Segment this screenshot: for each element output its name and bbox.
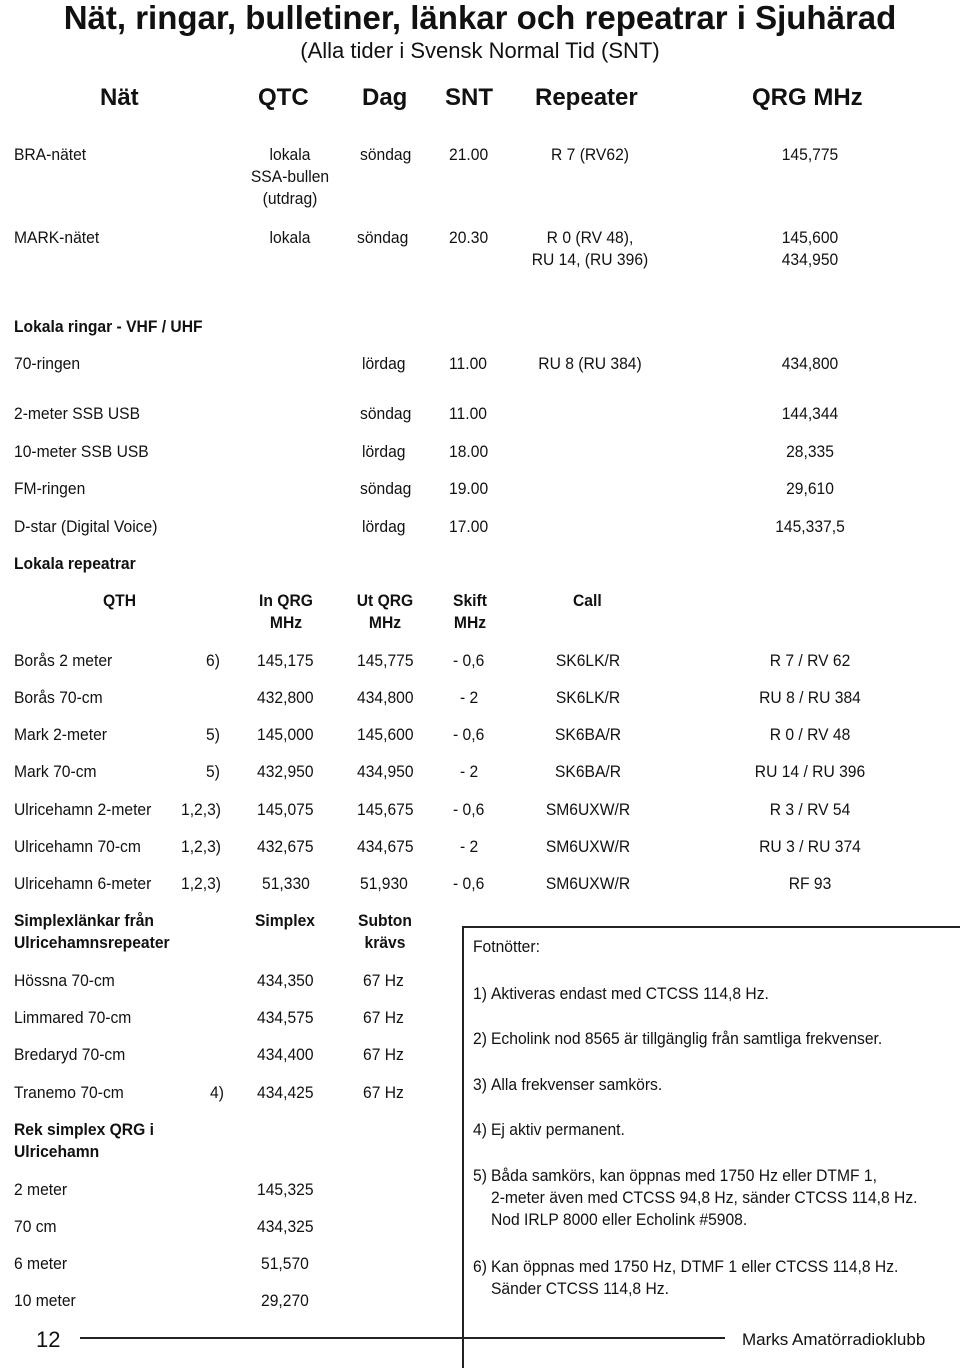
rek-qrg: 434,325: [257, 1217, 314, 1236]
repeater-shift: - 2: [460, 688, 479, 707]
header-qrg: QRG MHz: [752, 84, 863, 111]
ring-day: söndag: [360, 479, 412, 498]
simplex-header-qrg: Simplex: [255, 911, 315, 930]
net-time: 21.00: [449, 145, 489, 164]
ring-time: 11.00: [449, 404, 487, 423]
simplex-subton: 67 Hz: [363, 1083, 404, 1102]
repeater-call: SK6BA/R: [554, 762, 622, 781]
repeater-call: SK6BA/R: [554, 725, 622, 744]
rek-qrg: 51,570: [261, 1254, 309, 1273]
simplex-name: Bredaryd 70-cm: [14, 1045, 126, 1064]
ring-qrg: 144,344: [781, 404, 839, 423]
footnote-text: Alla frekvenser samkörs.: [491, 1075, 663, 1094]
ring-name: D-star (Digital Voice): [14, 517, 158, 536]
net-qrg: 145,600 434,950: [781, 228, 839, 269]
page-number: 12: [36, 1327, 61, 1352]
ring-name: 70-ringen: [14, 354, 81, 373]
repeater-in: 145,075: [257, 800, 314, 819]
repeater-shift: - 0,6: [453, 725, 485, 744]
net-name: BRA-nätet: [14, 145, 87, 164]
repeater-shift: - 0,6: [453, 651, 485, 670]
repeater-note: 5): [206, 762, 220, 781]
simplex-subton: 67 Hz: [363, 971, 404, 990]
simplex-name: Hössna 70-cm: [14, 971, 115, 990]
repeater-qth: Ulricehamn 70-cm: [14, 837, 141, 856]
ring-name: 10-meter SSB USB: [14, 442, 149, 461]
repeater-channel: RU 8 / RU 384: [759, 688, 861, 707]
simplex-qrg: 434,350: [257, 971, 314, 990]
rings-heading: Lokala ringar - VHF / UHF: [14, 317, 203, 336]
repeater-out: 51,930: [360, 874, 408, 893]
rep-header-shift: Skift MHz: [453, 591, 487, 632]
header-repeater: Repeater: [535, 84, 638, 111]
ring-qrg: 29,610: [786, 479, 834, 498]
ring-qrg: 145,337,5: [775, 517, 845, 536]
rek-qrg: 29,270: [261, 1291, 309, 1310]
footnote-mark: 3): [473, 1075, 487, 1094]
footer-rule: [80, 1337, 725, 1339]
repeater-shift: - 2: [460, 762, 479, 781]
repeater-shift: - 2: [460, 837, 479, 856]
ring-name: FM-ringen: [14, 479, 86, 498]
repeater-in: 51,330: [262, 874, 310, 893]
repeater-channel: RF 93: [788, 874, 832, 893]
repeater-channel: R 7 / RV 62: [769, 651, 851, 670]
repeater-qth: Borås 70-cm: [14, 688, 103, 707]
footnote-text: Kan öppnas med 1750 Hz, DTMF 1 eller CTCSS 114,8 Hz. Sänder CTCSS 114,8 Hz.: [491, 1257, 899, 1298]
repeater-note: 1,2,3): [181, 874, 222, 893]
repeater-note: 1,2,3): [181, 837, 222, 856]
ring-name: 2-meter SSB USB: [14, 404, 141, 423]
simplex-heading: Simplexlänkar från Ulricehamnsrepeater: [14, 911, 170, 952]
ring-qrg: 28,335: [786, 442, 834, 461]
repeater-out: 434,675: [357, 837, 414, 856]
repeater-qth: Borås 2 meter: [14, 651, 113, 670]
ring-time: 18.00: [449, 442, 489, 461]
rek-band: 10 meter: [14, 1291, 76, 1310]
rep-header-call: Call: [573, 591, 602, 610]
net-qtc: lokala: [269, 228, 311, 247]
ring-time: 11.00: [449, 354, 487, 373]
repeater-call: SM6UXW/R: [545, 837, 631, 856]
header-snt: SNT: [445, 84, 493, 111]
rek-band: 70 cm: [14, 1217, 57, 1236]
simplex-qrg: 434,425: [257, 1083, 314, 1102]
repeater-in: 432,950: [257, 762, 314, 781]
ring-time: 17.00: [449, 517, 489, 536]
footnotes-title: Fotnötter:: [473, 937, 540, 956]
simplex-subton: 67 Hz: [363, 1045, 404, 1064]
net-qtc: lokala SSA-bullen (utdrag): [250, 145, 330, 208]
repeater-channel: RU 14 / RU 396: [754, 762, 866, 781]
net-day: söndag: [357, 228, 409, 247]
simplex-subton: 67 Hz: [363, 1008, 404, 1027]
rep-header-in: In QRG MHz: [259, 591, 313, 632]
simplex-header-subton: Subton krävs: [358, 911, 412, 952]
net-name: MARK-nätet: [14, 228, 100, 247]
footnote-mark: 4): [473, 1120, 487, 1139]
repeater-note: 1,2,3): [181, 800, 222, 819]
net-repeater: R 0 (RV 48), RU 14, (RU 396): [531, 228, 649, 269]
repeater-channel: R 3 / RV 54: [769, 800, 851, 819]
repeater-out: 434,800: [357, 688, 414, 707]
simplex-name: Tranemo 70-cm: [14, 1083, 124, 1102]
repeater-shift: - 0,6: [453, 874, 485, 893]
rek-heading: Rek simplex QRG i Ulricehamn: [14, 1120, 154, 1161]
footnote-mark: 5): [473, 1166, 487, 1185]
ring-day: söndag: [360, 404, 412, 423]
repeater-in: 432,800: [257, 688, 314, 707]
repeater-in: 145,175: [257, 651, 314, 670]
rek-qrg: 145,325: [257, 1180, 314, 1199]
club-name: Marks Amatörradioklubb: [742, 1330, 926, 1349]
repeater-call: SM6UXW/R: [545, 874, 631, 893]
page-title: Nät, ringar, bulletiner, länkar och repeatrar i Sjuhärad: [63, 0, 897, 36]
header-dag: Dag: [362, 84, 408, 111]
repeater-qth: Ulricehamn 2-meter: [14, 800, 152, 819]
footnote-text: Aktiveras endast med CTCSS 114,8 Hz.: [491, 984, 769, 1003]
ring-repeater: RU 8 (RU 384): [538, 354, 642, 373]
ring-day: lördag: [362, 354, 406, 373]
repeater-in: 432,675: [257, 837, 314, 856]
net-repeater: R 7 (RV62): [551, 145, 629, 164]
footnote-text: Ej aktiv permanent.: [491, 1120, 625, 1139]
repeater-channel: RU 3 / RU 374: [759, 837, 861, 856]
repeater-call: SK6LK/R: [555, 651, 621, 670]
footnote-text: Båda samkörs, kan öppnas med 1750 Hz eller DTMF 1, 2-meter även med CTCSS 94,8 Hz, sänder CTCSS 114,8 Hz. Nod IRLP 8000 eller Echolink #5908.: [491, 1166, 918, 1229]
repeater-shift: - 0,6: [453, 800, 485, 819]
ring-qrg: 434,800: [781, 354, 839, 373]
repeater-out: 145,775: [357, 651, 414, 670]
simplex-qrg: 434,400: [257, 1045, 314, 1064]
repeater-qth: Mark 2-meter: [14, 725, 107, 744]
net-day: söndag: [360, 145, 412, 164]
footnote-mark: 2): [473, 1029, 487, 1048]
ring-day: lördag: [362, 517, 406, 536]
simplex-name: Limmared 70-cm: [14, 1008, 132, 1027]
header-qtc: QTC: [258, 84, 309, 111]
repeater-call: SK6LK/R: [555, 688, 621, 707]
net-time: 20.30: [449, 228, 489, 247]
ring-time: 19.00: [449, 479, 489, 498]
net-qrg: 145,775: [781, 145, 839, 164]
simplex-qrg: 434,575: [257, 1008, 314, 1027]
repeater-out: 145,600: [357, 725, 414, 744]
ring-day: lördag: [362, 442, 406, 461]
page-subtitle: (Alla tider i Svensk Normal Tid (SNT): [300, 38, 660, 63]
footnote-mark: 6): [473, 1257, 487, 1276]
repeater-out: 434,950: [357, 762, 414, 781]
rek-band: 2 meter: [14, 1180, 68, 1199]
repeaters-heading: Lokala repeatrar: [14, 554, 136, 573]
rep-header-qth: QTH: [103, 591, 137, 610]
repeater-note: 6): [206, 651, 220, 670]
rep-header-ut: Ut QRG MHz: [356, 591, 414, 632]
footnote-mark: 1): [473, 984, 487, 1003]
header-nat: Nät: [100, 84, 139, 111]
repeater-out: 145,675: [357, 800, 414, 819]
repeater-qth: Ulricehamn 6-meter: [14, 874, 152, 893]
footnote-text: Echolink nod 8565 är tillgänglig från samtliga frekvenser.: [491, 1029, 883, 1048]
repeater-qth: Mark 70-cm: [14, 762, 97, 781]
repeater-in: 145,000: [257, 725, 314, 744]
repeater-call: SM6UXW/R: [545, 800, 631, 819]
simplex-note: 4): [210, 1083, 224, 1102]
rek-band: 6 meter: [14, 1254, 68, 1273]
repeater-note: 5): [206, 725, 220, 744]
repeater-channel: R 0 / RV 48: [769, 725, 851, 744]
